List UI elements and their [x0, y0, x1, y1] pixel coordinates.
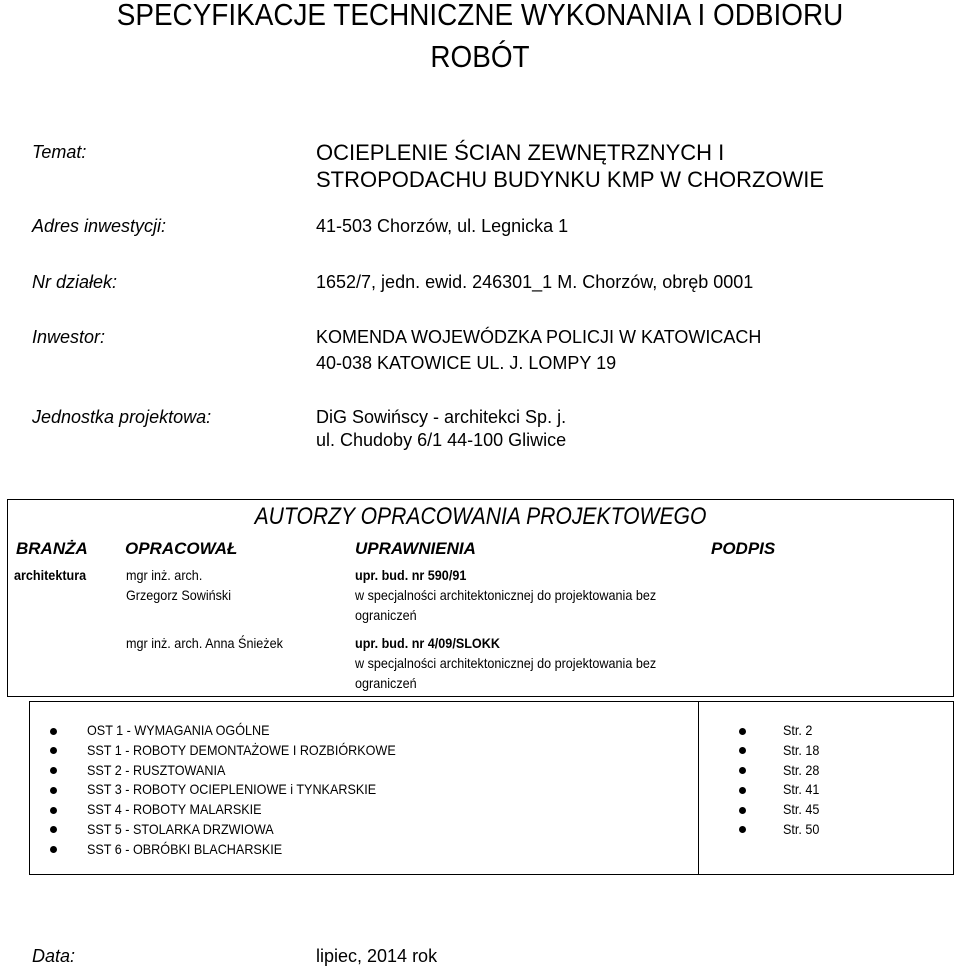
author-2-license-no: upr. bud. nr 4/09/SLOKK [355, 635, 500, 651]
date-label: Data: [32, 946, 76, 966]
list-item: SST 4 - ROBOTY MALARSKIE [30, 800, 690, 820]
pages-list [699, 721, 949, 840]
author-1-name-line2: Grzegorz Sowiński [126, 587, 232, 603]
bullet-icon [739, 787, 746, 794]
list-item: SST 5 - STOLARKA DRZWIOWA [30, 820, 690, 840]
author-1-license-no: upr. bud. nr 590/91 [355, 567, 467, 583]
branza-value: architektura [14, 567, 87, 583]
author-2-license-line2: ograniczeń [355, 675, 417, 691]
author-1-license-line2: ograniczeń [355, 607, 417, 623]
header-opracowal: OPRACOWAŁ [125, 539, 238, 558]
list-item: SST 2 - RUSZTOWANIA [30, 761, 690, 781]
bullet-icon [50, 728, 57, 735]
author-2-name-line1: mgr inż. arch. Anna Śnieżek [126, 635, 283, 651]
bullet-icon [739, 728, 746, 735]
inwestor-value-line1: KOMENDA WOJEWÓDZKA POLICJI W KATOWICACH [316, 327, 762, 347]
bullet-icon [50, 767, 57, 774]
list-item: SST 3 - ROBOTY OCIEPLENIOWE i TYNKARSKIE [30, 780, 690, 800]
contents-box [29, 701, 954, 875]
page-ref: Str. 2 [699, 721, 949, 741]
inwestor-value-line2: 40-038 KATOWICE UL. J. LOMPY 19 [316, 353, 617, 373]
author-1-license-line1: w specjalności architektonicznej do projektowania bez [355, 587, 657, 603]
authors-box [7, 499, 954, 697]
bullet-icon [50, 826, 57, 833]
temat-value-line2: STROPODACHU BUDYNKU KMP W CHORZOWIE [316, 167, 825, 192]
document-title-line1: SPECYFIKACJE TECHNICZNE WYKONANIA I ODBIORU [116, 0, 844, 32]
list-item: SST 6 - OBRÓBKI BLACHARSKIE [30, 840, 690, 860]
author-2-license-line1: w specjalności architektonicznej do projektowania bez [355, 655, 657, 671]
list-item: SST 1 - ROBOTY DEMONTAŻOWE I ROZBIÓRKOWE [30, 741, 690, 761]
header-branza: BRANŻA [16, 539, 88, 558]
bullet-icon [50, 807, 57, 814]
authors-title: AUTORZY OPRACOWANIA PROJEKTOWEGO [254, 503, 707, 530]
contents-list [30, 721, 690, 860]
author-1-name-line1: mgr inż. arch. [126, 567, 203, 583]
adres-value: 41-503 Chorzów, ul. Legnicka 1 [316, 216, 569, 236]
page-ref: Str. 28 [699, 761, 949, 781]
temat-value-line1: OCIEPLENIE ŚCIAN ZEWNĘTRZNYCH I [316, 140, 725, 165]
jednostka-label: Jednostka projektowa: [32, 407, 212, 427]
jednostka-value-line2: ul. Chudoby 6/1 44-100 Gliwice [316, 430, 567, 450]
date-value: lipiec, 2014 rok [316, 946, 438, 966]
header-podpis: PODPIS [711, 539, 776, 558]
list-item: OST 1 - WYMAGANIA OGÓLNE [30, 721, 690, 741]
adres-label: Adres inwestycji: [32, 216, 167, 236]
bullet-icon [50, 747, 57, 754]
bullet-icon [739, 807, 746, 814]
inwestor-label: Inwestor: [32, 327, 106, 347]
temat-label: Temat: [32, 142, 87, 162]
page-ref: Str. 45 [699, 800, 949, 820]
bullet-icon [739, 767, 746, 774]
header-uprawnienia: UPRAWNIENIA [355, 539, 476, 558]
document-title-line2: ROBÓT [430, 39, 530, 74]
bullet-icon [50, 787, 57, 794]
bullet-icon [50, 846, 57, 853]
page-ref: Str. 50 [699, 820, 949, 840]
page-ref: Str. 18 [699, 741, 949, 761]
jednostka-value-line1: DiG Sowińscy - architekci Sp. j. [316, 407, 567, 427]
dzialki-label: Nr działek: [32, 272, 118, 292]
bullet-icon [739, 826, 746, 833]
bullet-icon [739, 747, 746, 754]
page-ref: Str. 41 [699, 780, 949, 800]
dzialki-value: 1652/7, jedn. ewid. 246301_1 M. Chorzów, obręb 0001 [316, 272, 754, 292]
